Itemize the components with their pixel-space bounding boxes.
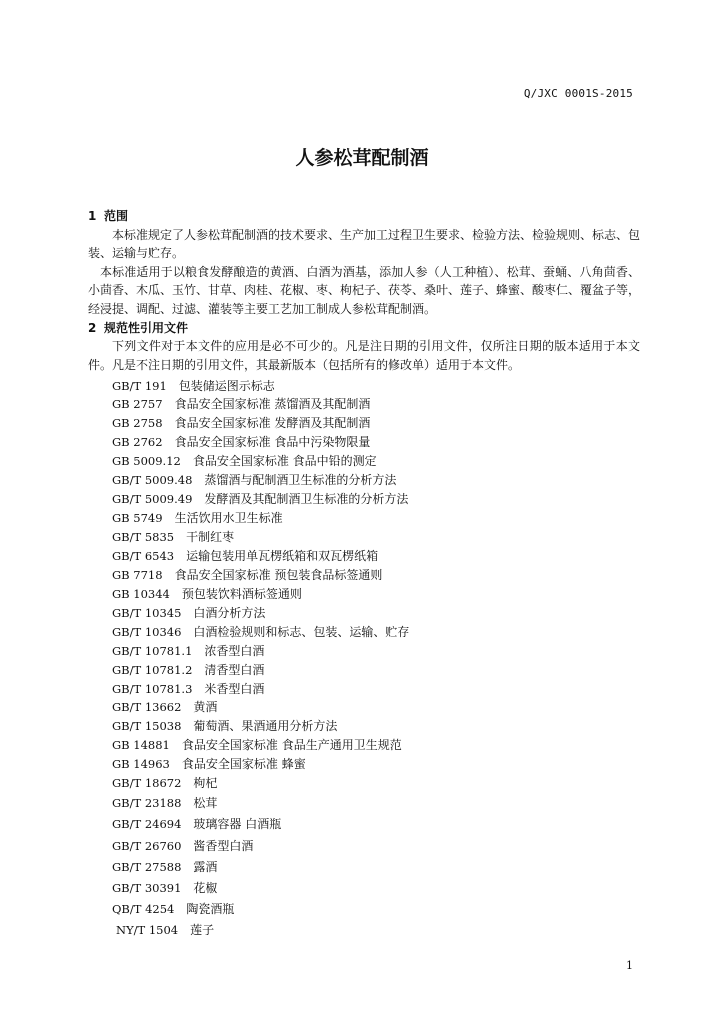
reference-item [112, 660, 640, 679]
reference-title: 松茸 [193, 796, 218, 811]
reference-item [112, 814, 640, 835]
reference-item [112, 679, 640, 698]
reference-title: 食品安全国家标准 蒸馏酒及其配制酒 [174, 397, 371, 412]
reference-code: GB/T 24694 [112, 817, 182, 832]
section-heading-scope [88, 207, 640, 226]
section-number: 2 [88, 320, 97, 335]
reference-item [112, 623, 640, 642]
reference-title: 食品安全国家标准 食品生产通用卫生规范 [181, 738, 402, 753]
reference-item [112, 878, 640, 899]
reference-code: GB/T 5009.48 [112, 473, 193, 488]
reference-item [112, 566, 640, 585]
reference-item [112, 641, 640, 660]
reference-code: GB 14881 [112, 738, 170, 753]
reference-title: 清香型白酒 [204, 662, 265, 677]
reference-title: 食品安全国家标准 预包装食品标签通则 [174, 567, 383, 582]
reference-code: GB/T 10346 [112, 624, 182, 639]
section-number: 1 [88, 209, 97, 223]
reference-item [112, 717, 640, 736]
reference-title: 生活饮用水卫生标准 [174, 511, 283, 526]
reference-item [112, 899, 640, 920]
reference-item [112, 395, 640, 414]
reference-code: GB/T 191 [112, 378, 167, 393]
scope-paragraph: 本标准规定了人参松茸配制酒的技术要求、生产加工过程卫生要求、检验方法、检验规则、标志、包装、运输与贮存。 [88, 227, 641, 261]
applicability-paragraph: 本标准适用于以粮食发酵酿造的黄酒、白酒为酒基，添加人参（人工种植）、松茸、蚕蛹、八角茴香、小茴香、木瓜、玉竹、甘草、肉桂、花椒、枣、枸杞子、茯苓、桑叶、莲子、蜂蜜、酸枣仁、覆盆子等，经浸提、调配、过滤、灌装等主要工艺加工制成人参松茸配制酒。 [88, 264, 641, 316]
reference-item [112, 452, 640, 471]
reference-code: GB 2758 [112, 416, 163, 431]
reference-item [112, 793, 640, 814]
reference-title: 酱香型白酒 [193, 838, 254, 853]
reference-title: 预包装饮料酒标签通则 [181, 586, 302, 601]
section-title: 规范性引用文件 [104, 320, 189, 335]
document-code: Q/JXC 0001S-2015 [523, 87, 633, 100]
reference-item [112, 547, 640, 566]
reference-item [112, 585, 640, 604]
reference-code: GB 5749 [112, 511, 163, 526]
reference-item [112, 736, 640, 755]
reference-title: 露酒 [193, 859, 218, 874]
reference-item [112, 414, 640, 433]
document-body [88, 207, 640, 941]
section-title: 范围 [104, 209, 129, 223]
reference-code: GB/T 10781.1 [112, 643, 193, 658]
reference-code: GB/T 10781.2 [112, 662, 193, 677]
reference-item [112, 471, 640, 490]
reference-code: GB/T 15038 [112, 719, 182, 734]
reference-title: 食品安全国家标准 蜂蜜 [181, 757, 306, 772]
reference-code: GB 7718 [112, 567, 163, 582]
reference-code: QB/T 4254 [112, 902, 175, 917]
reference-item [112, 857, 640, 878]
reference-code: GB/T 30391 [112, 881, 182, 896]
reference-title: 浓香型白酒 [204, 643, 265, 658]
reference-item [112, 604, 640, 623]
reference-title: 运输包装用单瓦楞纸箱和双瓦楞纸箱 [186, 548, 379, 563]
reference-title: 干制红枣 [186, 530, 235, 545]
reference-title: 食品安全国家标准 食品中污染物限量 [174, 435, 371, 450]
reference-code: GB/T 26760 [112, 838, 182, 853]
references-intro: 下列文件对于本文件的应用是必不可少的。凡是注日期的引用文件，仅所注日期的版本适用于本文件。凡是不注日期的引用文件，其最新版本（包括所有的修改单）适用于本文件。 [88, 339, 640, 372]
reference-item [112, 509, 640, 528]
reference-code: GB 2762 [112, 435, 163, 450]
reference-title: 白酒分析方法 [193, 605, 266, 620]
reference-list [88, 376, 640, 941]
reference-item [112, 376, 640, 395]
reference-item [112, 755, 640, 774]
reference-title: 花椒 [193, 881, 218, 896]
reference-code: GB 10344 [112, 586, 170, 601]
reference-title: 食品安全国家标准 食品中铅的测定 [192, 454, 377, 469]
reference-title: 莲子 [190, 923, 215, 938]
reference-code: NY/T 1504 [116, 923, 179, 938]
reference-code: GB/T 10781.3 [112, 681, 193, 696]
page-number: 1 [626, 959, 633, 972]
reference-title: 米香型白酒 [204, 681, 265, 696]
reference-item [112, 774, 640, 793]
reference-title: 陶瓷酒瓶 [186, 902, 235, 917]
reference-title: 黄酒 [193, 700, 218, 715]
reference-title: 玻璃容器 白酒瓶 [193, 817, 282, 832]
reference-title: 白酒检验规则和标志、包装、运输、贮存 [193, 624, 410, 639]
reference-title: 蒸馏酒与配制酒卫生标准的分析方法 [204, 473, 397, 488]
section-heading-references [88, 319, 640, 338]
reference-item [112, 490, 640, 509]
reference-title: 枸杞 [193, 776, 218, 791]
reference-code: GB 5009.12 [112, 454, 181, 469]
reference-title: 食品安全国家标准 发酵酒及其配制酒 [174, 416, 371, 431]
reference-code: GB/T 5835 [112, 530, 175, 545]
reference-item [112, 528, 640, 547]
reference-code: GB/T 23188 [112, 796, 182, 811]
reference-code: GB 14963 [112, 757, 170, 772]
reference-item [112, 433, 640, 452]
reference-code: GB/T 18672 [112, 776, 182, 791]
reference-item [112, 835, 640, 856]
reference-code: GB/T 10345 [112, 605, 182, 620]
reference-code: GB/T 27588 [112, 859, 182, 874]
reference-title: 葡萄酒、果酒通用分析方法 [193, 719, 338, 734]
reference-code: GB/T 5009.49 [112, 492, 193, 507]
reference-item [112, 920, 640, 941]
reference-title: 发酵酒及其配制酒卫生标准的分析方法 [204, 492, 409, 507]
reference-code: GB/T 6543 [112, 548, 175, 563]
reference-item [112, 698, 640, 717]
reference-code: GB/T 13662 [112, 700, 182, 715]
document-title: 人参松茸配制酒 [295, 147, 429, 169]
reference-title: 包装储运图示标志 [178, 378, 275, 393]
reference-code: GB 2757 [112, 397, 163, 412]
